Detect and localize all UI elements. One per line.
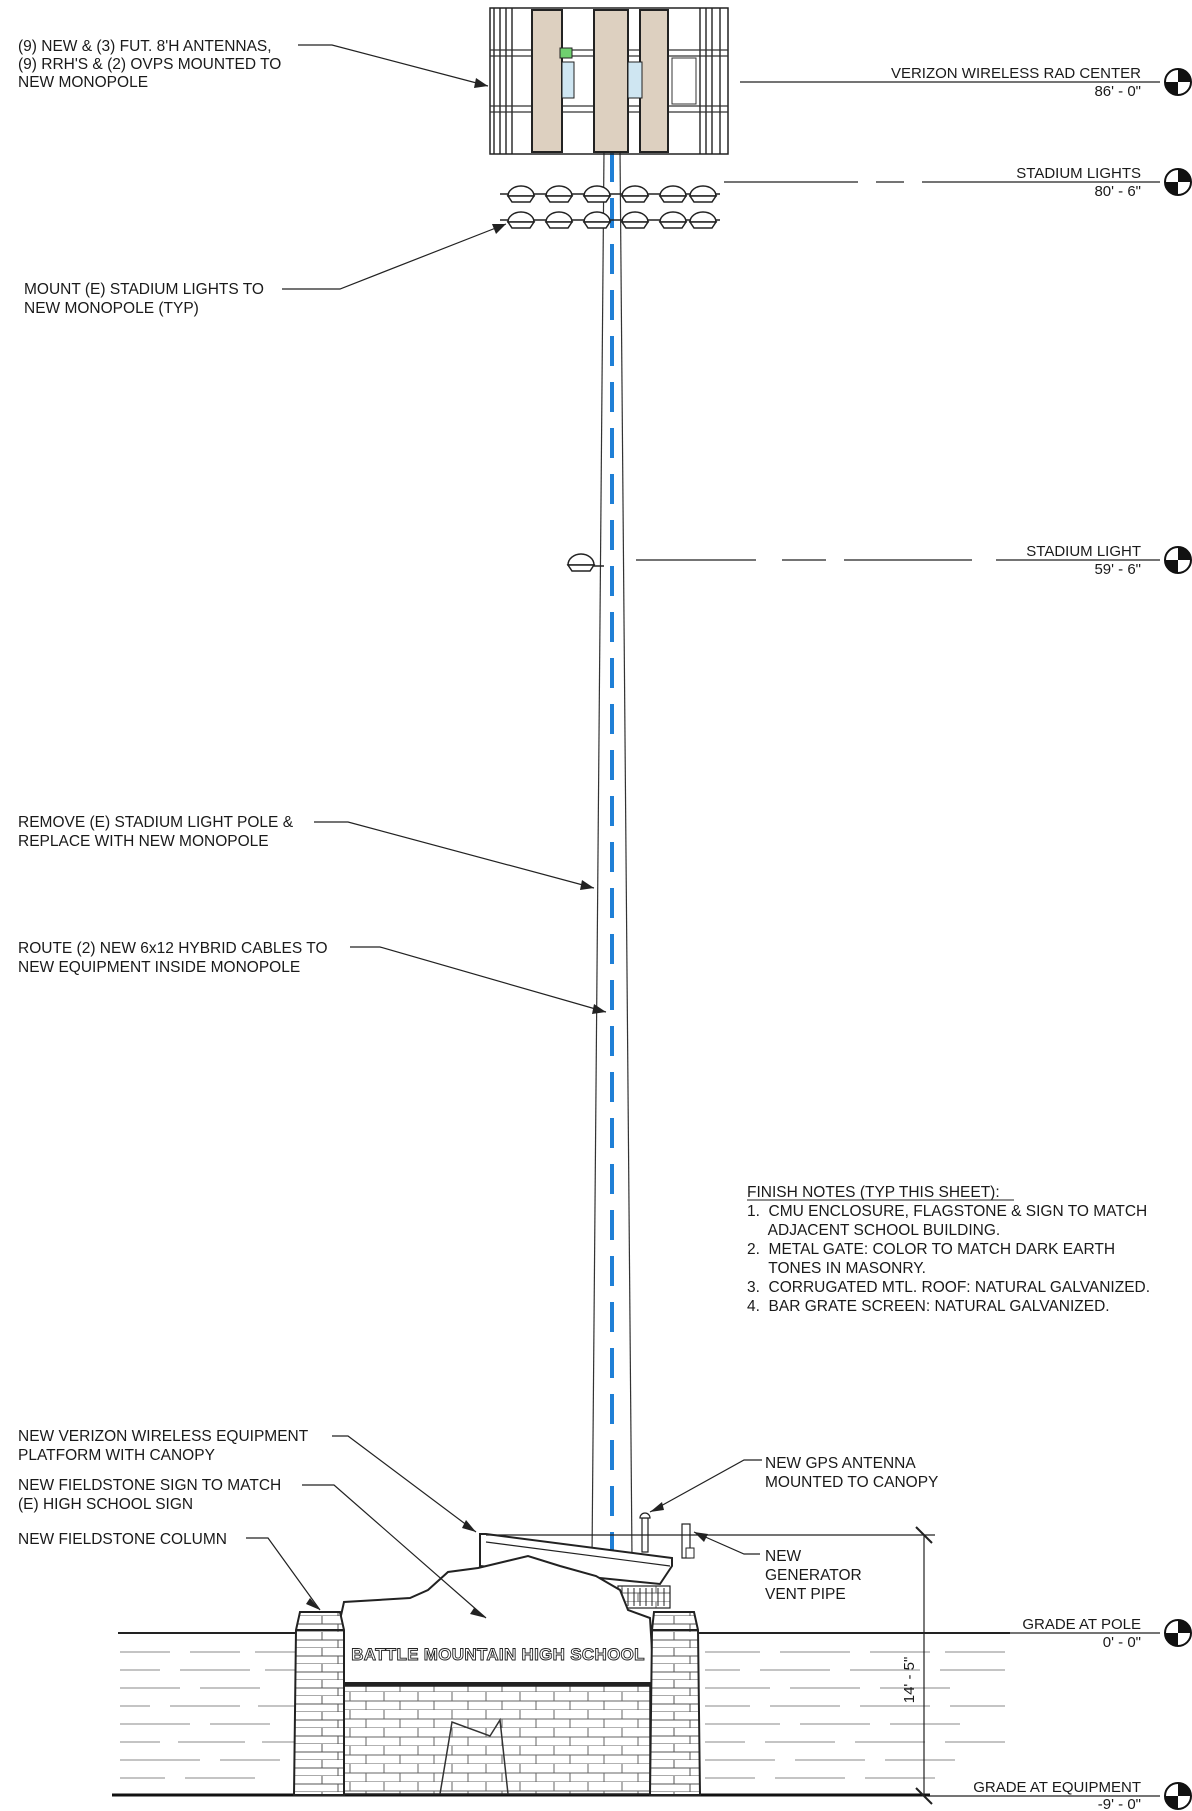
callout-platform [18,1428,309,1464]
level-marker-icon [1165,69,1191,95]
level-elevation: -9' - 0" [1097,1796,1141,1811]
finish-note-line: TONES IN MASONRY. [747,1260,926,1277]
level-elevation: 86' - 0" [1094,83,1141,100]
gps-antenna-icon [640,1513,650,1552]
callout-line: PLATFORM WITH CANOPY [18,1447,215,1464]
level-name: GRADE AT POLE [1022,1616,1141,1633]
callout-line: REMOVE (E) STADIUM LIGHT POLE & [18,814,294,831]
callout-line: (9) NEW & (3) FUT. 8'H ANTENNAS, [18,38,272,55]
callout-fieldstone-column [18,1531,227,1548]
callout-line: MOUNT (E) STADIUM LIGHTS TO [24,281,264,298]
callout-gps [765,1455,938,1491]
callout-fieldstone-sign [18,1477,281,1513]
finish-note-line: 2. METAL GATE: COLOR TO MATCH DARK EARTH [747,1241,1116,1258]
callout-antennas [18,38,281,91]
level-lines [636,82,1160,1796]
finish-note-line: 1. CMU ENCLOSURE, FLAGSTONE & SIGN TO MATCH [747,1203,1148,1220]
generator-vent-pipe-icon [682,1524,694,1558]
antenna-array [490,8,728,154]
callout-line: NEW MONOPOLE [18,74,149,91]
level-marker-icon [1165,1783,1191,1809]
level-marker-icon [1165,547,1191,573]
dimension-text: 14' - 5" [901,1656,918,1704]
callout-line: ROUTE (2) NEW 6x12 HYBRID CABLES TO [18,940,328,957]
callout-line: VENT PIPE [765,1586,846,1603]
sign-lettering: BATTLE MOUNTAIN HIGH SCHOOL [351,1645,645,1664]
callout-line: REPLACE WITH NEW MONOPOLE [18,833,269,850]
finish-note-line: ADJACENT SCHOOL BUILDING. [747,1222,1001,1239]
callout-mount-lights [24,281,264,317]
callout-line: GENERATOR [765,1567,862,1584]
single-stadium-light [568,554,604,571]
level-name: VERIZON WIRELESS RAD CENTER [890,65,1141,82]
callout-remove-pole [18,814,294,850]
level-name: STADIUM LIGHTS [1016,165,1141,182]
finish-notes-title: FINISH NOTES (TYP THIS SHEET): [747,1184,1000,1201]
level-marker-icon [1165,1620,1191,1646]
callout-line: (E) HIGH SCHOOL SIGN [18,1496,194,1513]
callout-line: (9) RRH'S & (2) OVPS MOUNTED TO [18,56,282,73]
level-name: GRADE AT EQUIPMENT [973,1779,1141,1796]
level-elevation: 0' - 0" [1102,1634,1141,1651]
callout-line: NEW FIELDSTONE SIGN TO MATCH [18,1477,282,1494]
callout-line: NEW GPS ANTENNA [765,1455,916,1472]
level-elevation: 59' - 6" [1094,561,1141,578]
callout-route-cables [18,940,328,976]
fieldstone-column-left [294,1612,344,1795]
finish-notes [747,1184,1150,1315]
finish-note-line: 3. CORRUGATED MTL. ROOF: NATURAL GALVANIZED. [747,1279,1151,1296]
finish-note-line: 4. BAR GRATE SCREEN: NATURAL GALVANIZED. [747,1298,1110,1315]
callout-generator [765,1548,862,1603]
callout-line: NEW FIELDSTONE COLUMN [18,1531,227,1548]
level-marker-icon [1165,169,1191,195]
level-elevation: 80' - 6" [1094,183,1141,200]
callout-line: MOUNTED TO CANOPY [765,1474,939,1491]
callout-line: NEW [765,1548,802,1565]
callout-line: NEW MONOPOLE (TYP) [24,300,199,317]
callout-line: NEW VERIZON WIRELESS EQUIPMENT [18,1428,309,1445]
callout-line: NEW EQUIPMENT INSIDE MONOPOLE [18,959,301,976]
callout-leaders [246,45,762,1618]
fieldstone-sign [340,1556,654,1794]
level-name: STADIUM LIGHT [1026,543,1141,560]
fieldstone-column-right [650,1612,700,1795]
leader-arrowheads [306,78,708,1618]
